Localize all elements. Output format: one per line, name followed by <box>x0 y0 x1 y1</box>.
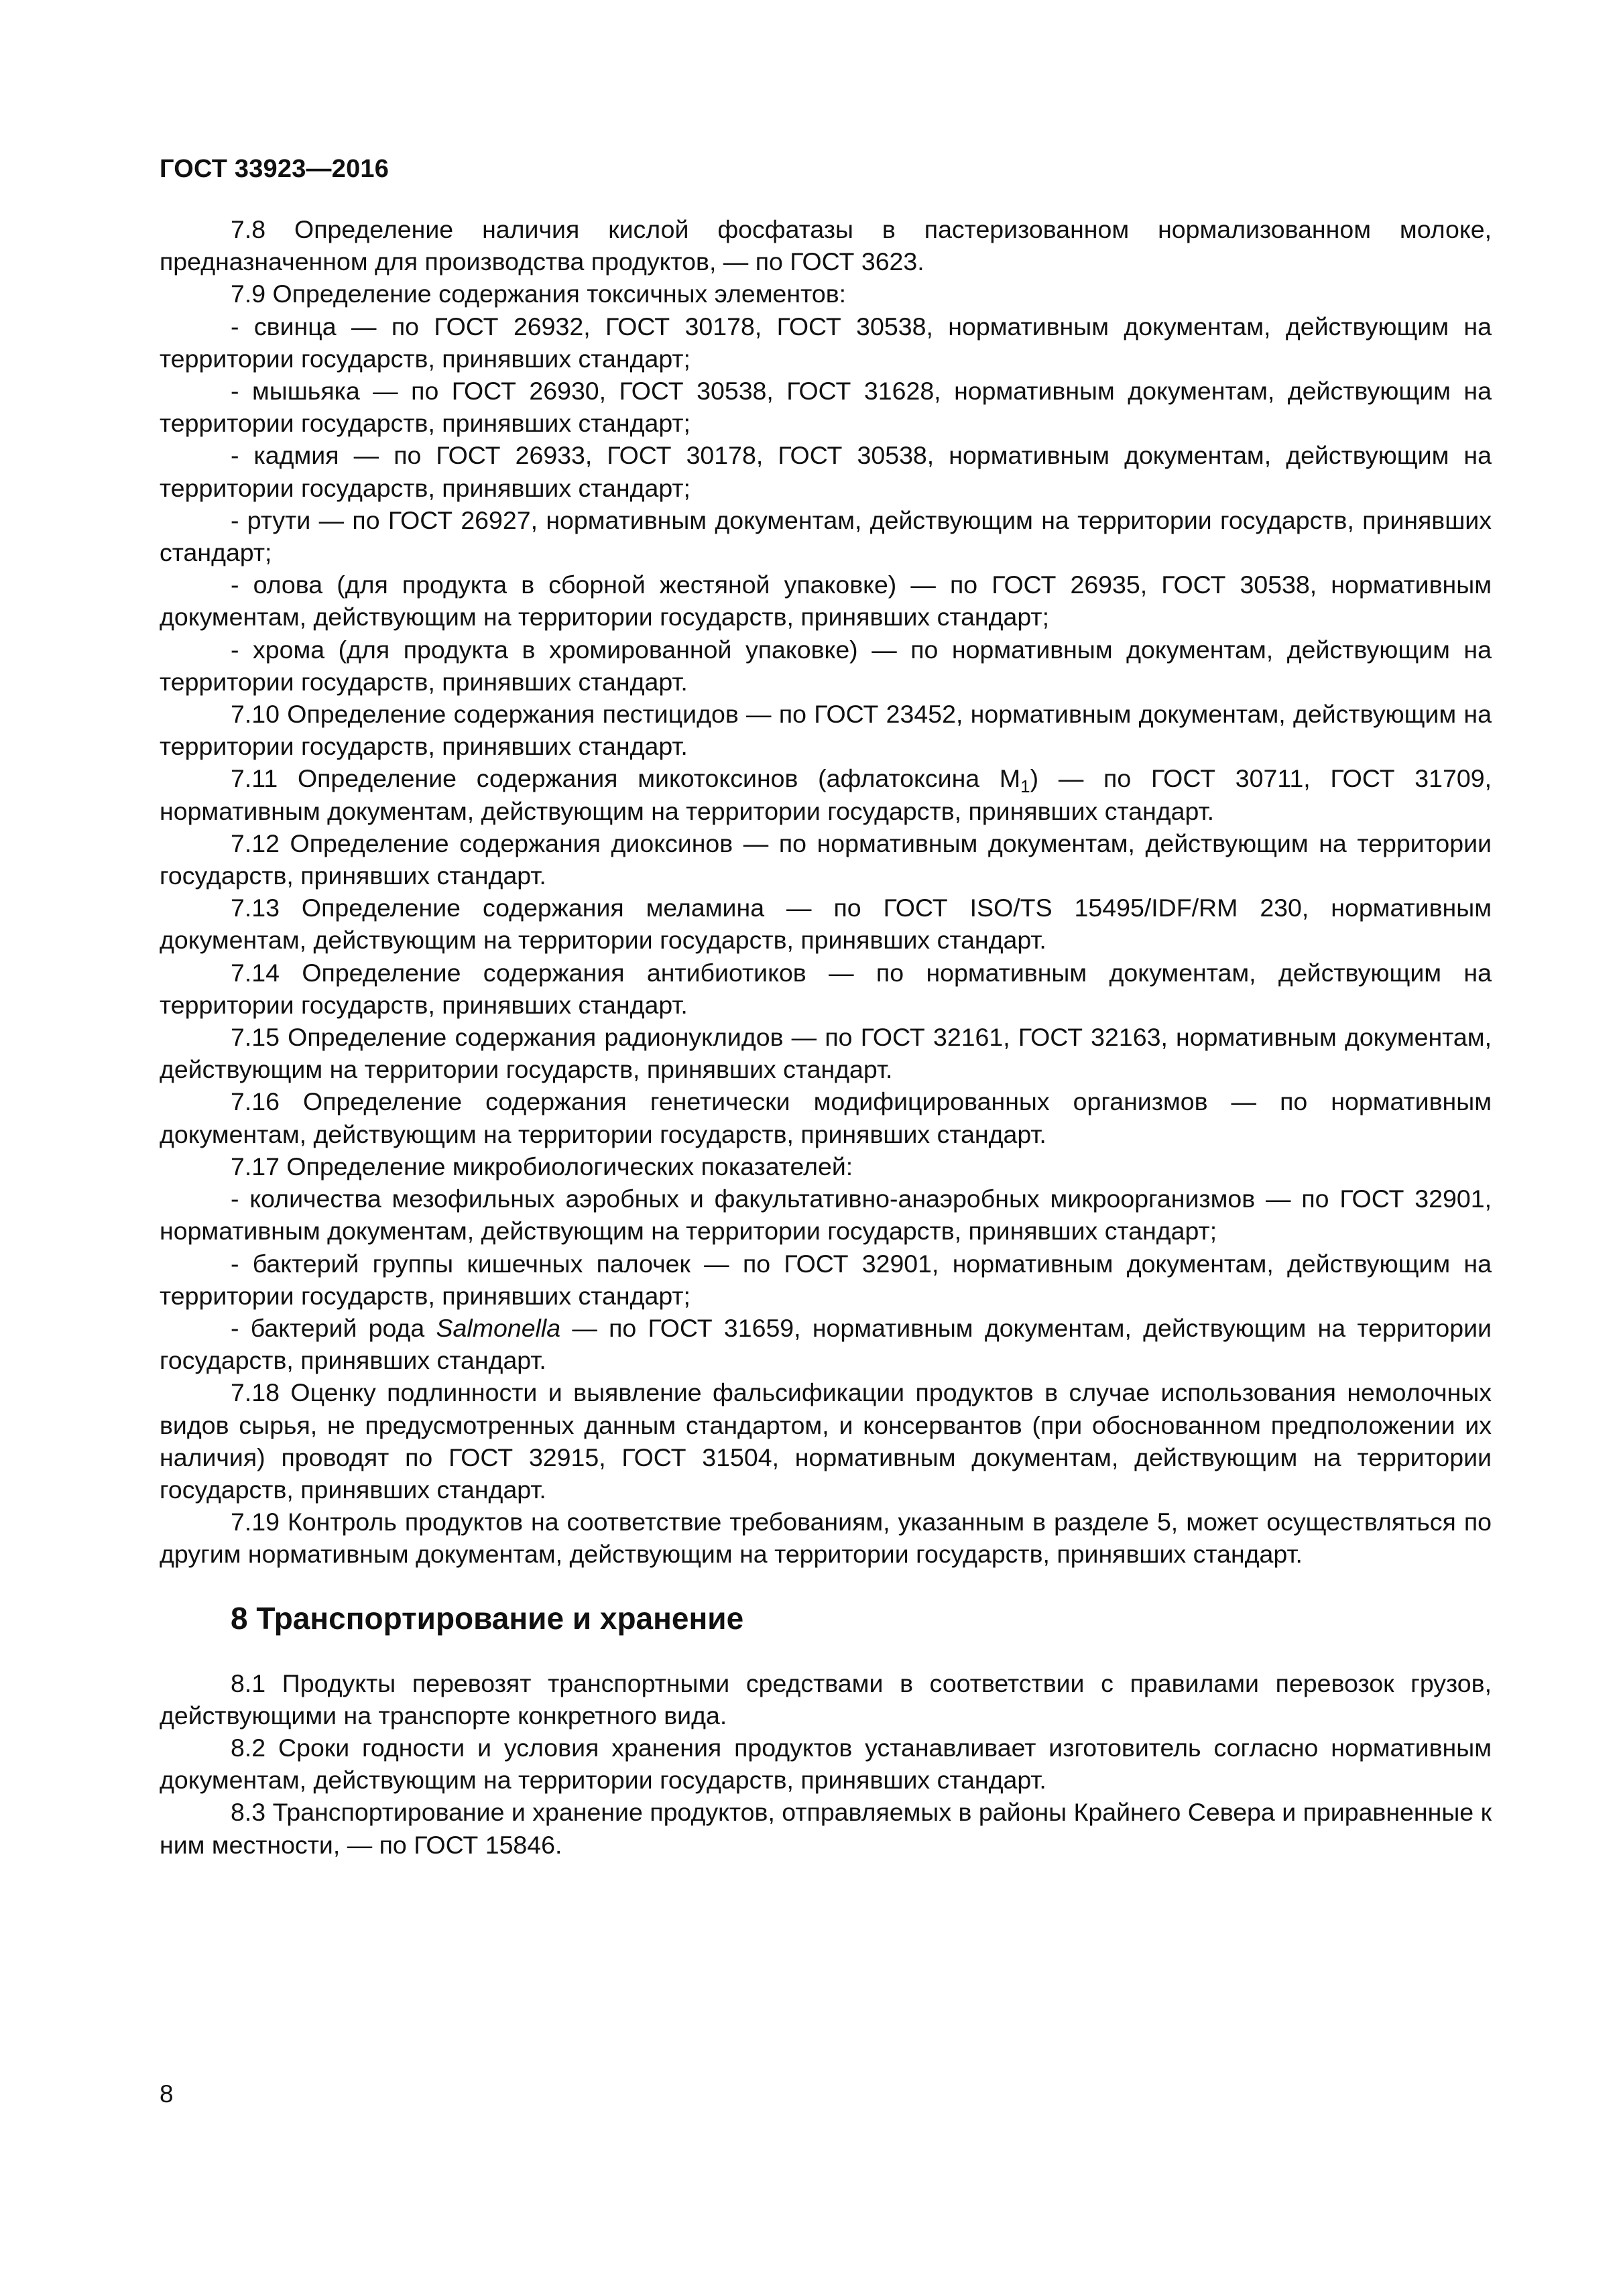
paragraph-7-11-start: 7.11 Определение содержания микотоксинов (афлатоксина M <box>231 764 1021 793</box>
list-item-tin: - олова (для продукта в сборной жестяной упаковке) — по ГОСТ 26935, ГОСТ 30538, нормативным документам, действующим на территории государств, принявших стандарт; <box>160 570 1492 631</box>
subscript-index: 1 <box>1020 776 1030 797</box>
paragraph-7-14: 7.14 Определение содержания антибиотиков — по нормативным документам, действующим на территории государств, принявших стандарт. <box>160 958 1492 1019</box>
salmonella-end: — по ГОСТ 31659, нормативным документам, действующим на территории государств, принявших стандарт. <box>160 1313 1492 1375</box>
paragraph-7-11-end: ) — по ГОСТ 30711, ГОСТ 31709, нормативным документам, действующим на территории государств, принявших стандарт. <box>160 764 1492 825</box>
paragraph-7-13: 7.13 Определение содержания меламина — по ГОСТ ISO/TS 15495/IDF/RM 230, нормативным документам, действующим на территории государств, принявших стандарт. <box>160 894 1492 955</box>
list-item-coliforms: - бактерий группы кишечных палочек — по ГОСТ 32901, нормативным документам, действующим на территории государств, принявших стандарт; <box>160 1249 1492 1310</box>
paragraph-7-10: 7.10 Определение содержания пестицидов — по ГОСТ 23452, нормативным документам, действующим на территории государств, принявших стандарт. <box>160 700 1492 761</box>
document-code-header: ГОСТ 33923—2016 <box>160 155 389 183</box>
paragraph-7-19: 7.19 Контроль продуктов на соответствие требованиям, указанным в разделе 5, может осуществляться по другим нормативным документам, действующим на территории государств, принявших стандарт. <box>160 1508 1492 1569</box>
list-item-chromium: - хрома (для продукта в хромированной упаковке) — по нормативным документам, действующим на территории государств, принявших стандарт. <box>160 635 1492 696</box>
salmonella-start: - бактерий рода <box>231 1313 436 1342</box>
page-number: 8 <box>160 2080 174 2108</box>
salmonella-italic: Salmonella <box>436 1313 561 1342</box>
paragraph-7-8: 7.8 Определение наличия кислой фосфатазы в пастеризованном нормализованном молоке, предназначенном для производства продуктов, — по ГОСТ 3623. <box>160 215 1492 276</box>
document-body <box>160 213 1492 1861</box>
list-item-salmonella <box>160 1312 1492 1376</box>
list-item-mesophilic: - количества мезофильных аэробных и факультативно-анаэробных микроорганизмов — по ГОСТ 32901, нормативным документам, действующим на территории государств, принявших стандарт; <box>160 1185 1492 1246</box>
paragraph-8-3: 8.3 Транспортирование и хранение продуктов, отправляемых в районы Крайнего Севера и приравненные к ним местности, — по ГОСТ 15846. <box>160 1798 1492 1859</box>
paragraph-7-18: 7.18 Оценку подлинности и выявление фальсификации продуктов в случае использования немолочных видов сырья, не предусмотренных данным стандартом, и консервантов (при обоснованном предположении их наличия) проводят по ГОСТ 32915, ГОСТ 31504, нормативным документам, действующим на территории государств, принявших стандарт. <box>160 1378 1492 1504</box>
paragraph-7-16: 7.16 Определение содержания генетически модифицированных организмов — по нормативным документам, действующим на территории государств, принявших стандарт. <box>160 1087 1492 1148</box>
paragraph-7-9: 7.9 Определение содержания токсичных элементов: <box>231 280 847 308</box>
paragraph-7-15: 7.15 Определение содержания радионуклидов — по ГОСТ 32161, ГОСТ 32163, нормативным документам, действующим на территории государств, принявших стандарт. <box>160 1023 1492 1084</box>
list-item-mercury: - ртути — по ГОСТ 26927, нормативным документам, действующим на территории государств, принявших стандарт; <box>160 505 1492 567</box>
section-8-heading: 8 Транспортирование и хранение <box>231 1600 744 1636</box>
list-item-cadmium: - кадмия — по ГОСТ 26933, ГОСТ 30178, ГОСТ 30538, нормативным документам, действующим на территории государств, принявших стандарт; <box>160 441 1492 502</box>
paragraph-8-1: 8.1 Продукты перевозят транспортными средствами в соответствии с правилами перевозок грузов, действующими на транспорте конкретного вида. <box>160 1669 1492 1730</box>
list-item-lead: - свинца — по ГОСТ 26932, ГОСТ 30178, ГОСТ 30538, нормативным документам, действующим на территории государств, принявших стандарт; <box>160 312 1492 373</box>
paragraph-7-12: 7.12 Определение содержания диоксинов — по нормативным документам, действующим на территории государств, принявших стандарт. <box>160 829 1492 890</box>
paragraph-8-2: 8.2 Сроки годности и условия хранения продуктов устанавливает изготовитель согласно нормативным документам, действующим на территории государств, принявших стандарт. <box>160 1733 1492 1795</box>
paragraph-7-17: 7.17 Определение микробиологических показателей: <box>231 1152 853 1181</box>
paragraph-7-11 <box>160 762 1492 827</box>
list-item-arsenic: - мышьяка — по ГОСТ 26930, ГОСТ 30538, ГОСТ 31628, нормативным документам, действующим на территории государств, принявших стандарт; <box>160 377 1492 438</box>
